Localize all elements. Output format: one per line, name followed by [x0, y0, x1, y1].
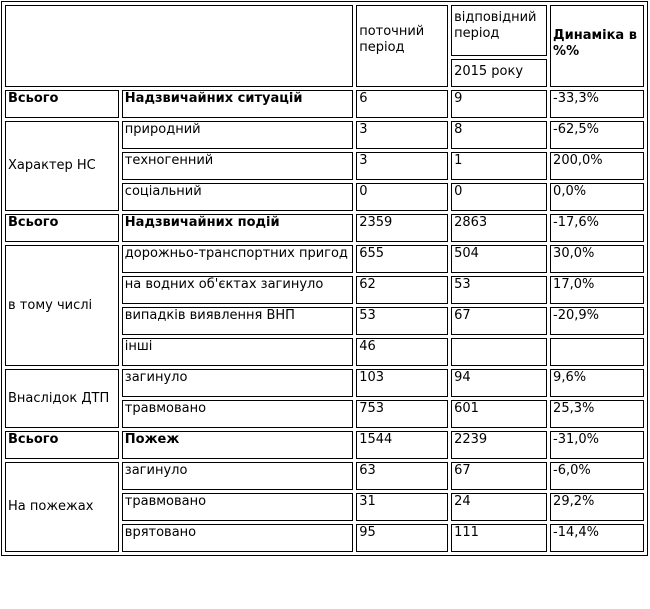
dynamics-cell: 30,0%: [550, 245, 644, 273]
current-value-cell: 62: [356, 276, 448, 304]
group-cell: Характер НС: [5, 121, 119, 211]
statistics-table: [1, 1, 648, 556]
previous-value-cell: 2863: [451, 214, 547, 242]
dynamics-cell: -20,9%: [550, 307, 644, 335]
dynamics-cell: 9,6%: [550, 369, 644, 397]
dynamics-cell: 0,0%: [550, 183, 644, 211]
label-cell: Надзвичайних подій: [122, 214, 353, 242]
label-cell: загинуло: [122, 369, 353, 397]
label-cell: травмовано: [122, 400, 353, 428]
current-value-cell: 46: [356, 338, 448, 366]
current-value-cell: 753: [356, 400, 448, 428]
dynamics-cell: -6,0%: [550, 462, 644, 490]
group-cell: Всього: [5, 431, 119, 459]
previous-value-cell: 53: [451, 276, 547, 304]
table-row: [5, 214, 644, 242]
dynamics-cell: 200,0%: [550, 152, 644, 180]
label-cell: Надзвичайних ситуацій: [122, 90, 353, 118]
label-cell: випадків виявлення ВНП: [122, 307, 353, 335]
previous-value-cell: 24: [451, 493, 547, 521]
dynamics-cell: -62,5%: [550, 121, 644, 149]
table-row: [5, 121, 644, 149]
current-value-cell: 31: [356, 493, 448, 521]
header-empty-cell: [5, 5, 353, 87]
table-row: [5, 431, 644, 459]
table-row: [5, 245, 644, 273]
header-row: [5, 5, 644, 56]
group-cell: На пожежах: [5, 462, 119, 552]
table-row: [5, 369, 644, 397]
label-cell: загинуло: [122, 462, 353, 490]
group-cell: в тому числі: [5, 245, 119, 366]
header-dynamics: Динаміка в %%: [550, 5, 644, 87]
current-value-cell: 0: [356, 183, 448, 211]
current-value-cell: 2359: [356, 214, 448, 242]
label-cell: травмовано: [122, 493, 353, 521]
dynamics-cell: 25,3%: [550, 400, 644, 428]
dynamics-cell: -17,6%: [550, 214, 644, 242]
group-cell: Внаслідок ДТП: [5, 369, 119, 428]
previous-value-cell: 67: [451, 462, 547, 490]
dynamics-cell: -14,4%: [550, 524, 644, 552]
label-cell: техногенний: [122, 152, 353, 180]
previous-value-cell: 8: [451, 121, 547, 149]
previous-value-cell: 0: [451, 183, 547, 211]
header-corresponding-period: відповідний період: [451, 5, 547, 56]
current-value-cell: 95: [356, 524, 448, 552]
current-value-cell: 655: [356, 245, 448, 273]
current-value-cell: 6: [356, 90, 448, 118]
previous-value-cell: 2239: [451, 431, 547, 459]
dynamics-cell: -31,0%: [550, 431, 644, 459]
current-value-cell: 103: [356, 369, 448, 397]
label-cell: Пожеж: [122, 431, 353, 459]
table-row: [5, 90, 644, 118]
group-cell: Всього: [5, 214, 119, 242]
dynamics-cell: [550, 338, 644, 366]
previous-value-cell: 111: [451, 524, 547, 552]
group-cell: Всього: [5, 90, 119, 118]
previous-value-cell: 601: [451, 400, 547, 428]
previous-value-cell: 9: [451, 90, 547, 118]
label-cell: інші: [122, 338, 353, 366]
label-cell: дорожньо-транспортних пригод: [122, 245, 353, 273]
previous-value-cell: [451, 338, 547, 366]
label-cell: на водних об'єктах загинуло: [122, 276, 353, 304]
dynamics-cell: -33,3%: [550, 90, 644, 118]
label-cell: врятовано: [122, 524, 353, 552]
label-cell: природний: [122, 121, 353, 149]
current-value-cell: 1544: [356, 431, 448, 459]
current-value-cell: 3: [356, 152, 448, 180]
previous-value-cell: 94: [451, 369, 547, 397]
header-current-period: поточний період: [356, 5, 448, 87]
previous-value-cell: 504: [451, 245, 547, 273]
current-value-cell: 3: [356, 121, 448, 149]
label-cell: соціальний: [122, 183, 353, 211]
header-year: 2015 року: [451, 59, 547, 87]
current-value-cell: 63: [356, 462, 448, 490]
current-value-cell: 53: [356, 307, 448, 335]
previous-value-cell: 1: [451, 152, 547, 180]
previous-value-cell: 67: [451, 307, 547, 335]
table-row: [5, 462, 644, 490]
dynamics-cell: 29,2%: [550, 493, 644, 521]
dynamics-cell: 17,0%: [550, 276, 644, 304]
